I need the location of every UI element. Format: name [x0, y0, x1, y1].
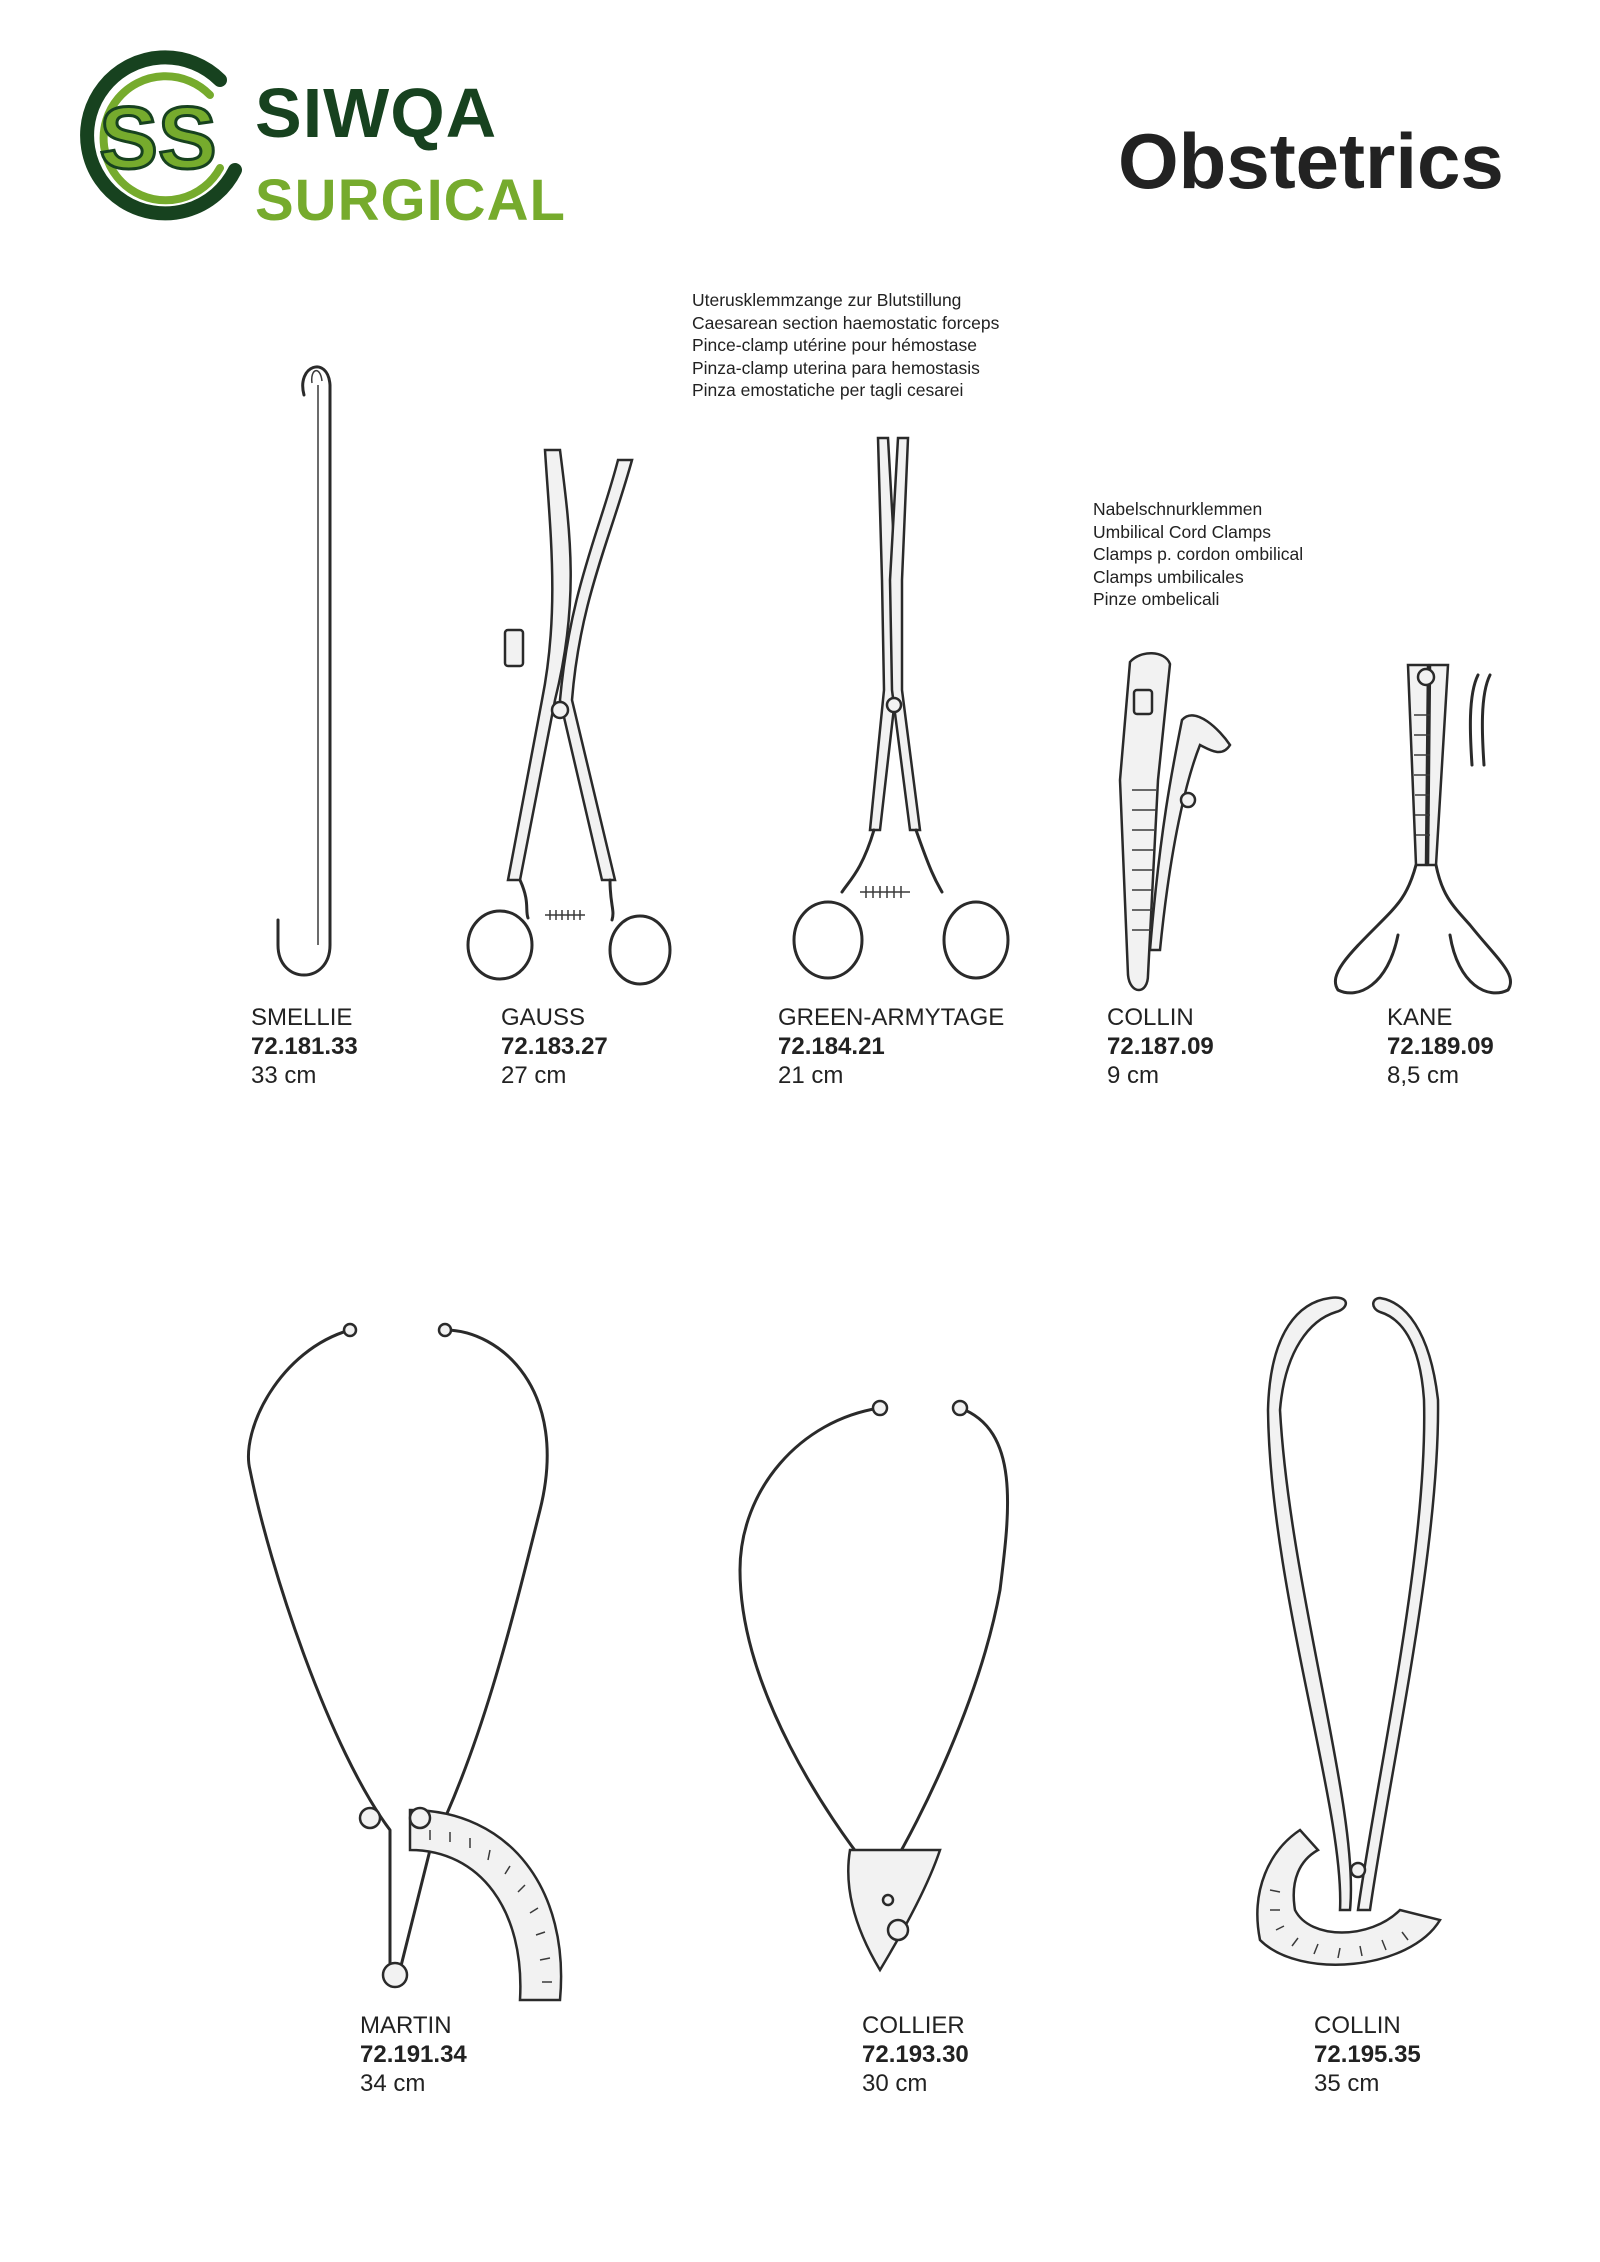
- logo-monogram: SS: [99, 88, 217, 187]
- product-size: 35 cm: [1314, 2070, 1380, 2097]
- brand-subname: SURGICAL: [255, 168, 566, 233]
- product-code: 72.183.27: [501, 1033, 608, 1060]
- product-code: 72.193.30: [862, 2041, 969, 2068]
- product-size: 30 cm: [862, 2070, 928, 2097]
- product-size: 27 cm: [501, 1062, 567, 1089]
- smellie-hook-icon: [258, 345, 358, 985]
- collin-cord-clamp-icon: [1110, 650, 1260, 1000]
- brand-name: SIWQA: [255, 74, 498, 152]
- product-code: 72.187.09: [1107, 1033, 1214, 1060]
- product-label-collin-pelvimeter: [1314, 2011, 1421, 2098]
- product-size: 34 cm: [360, 2070, 426, 2097]
- description-line: Pinza-clamp uterina para hemostasis: [692, 357, 980, 378]
- page-title: Obstetrics: [1118, 117, 1504, 205]
- description-line: Nabelschnurklemmen: [1093, 499, 1263, 519]
- product-label-kane: [1387, 1003, 1494, 1090]
- collin-pelvimeter-icon: [1240, 1290, 1480, 1990]
- product-size: 8,5 cm: [1387, 1062, 1460, 1089]
- kane-cord-clamp-icon: [1318, 655, 1558, 995]
- green-armytage-forceps-icon: [770, 430, 1020, 1000]
- product-size: 21 cm: [778, 1062, 844, 1089]
- description-line: Clamps umbilicales: [1093, 566, 1244, 587]
- product-code: 72.191.34: [360, 2041, 467, 2068]
- product-name: MARTIN: [360, 2012, 452, 2039]
- martin-pelvimeter-icon: [240, 1310, 580, 2010]
- product-code: 72.184.21: [778, 1033, 885, 1060]
- caesarean-forceps-description: [692, 289, 999, 402]
- gauss-forceps-icon: [460, 440, 680, 1000]
- product-name: COLLIN: [1107, 1004, 1194, 1031]
- product-label-gauss: [501, 1003, 608, 1090]
- product-label-collin-clamp: [1107, 1003, 1214, 1090]
- product-size: 33 cm: [251, 1062, 317, 1089]
- product-code: 72.195.35: [1314, 2041, 1421, 2068]
- product-label-martin: [360, 2011, 467, 2098]
- product-label-smellie: [251, 1003, 358, 1090]
- product-name: COLLIN: [1314, 2012, 1401, 2039]
- description-line: Caesarean section haemostatic forceps: [692, 312, 1000, 333]
- description-line: Pinza emostatiche per tagli cesarei: [692, 380, 964, 400]
- description-line: Umbilical Cord Clamps: [1093, 521, 1271, 542]
- description-line: Pinze ombelicali: [1093, 589, 1220, 609]
- collier-pelvimeter-icon: [720, 1390, 1020, 1990]
- product-label-green-armytage: [778, 1003, 1004, 1090]
- product-name: KANE: [1387, 1004, 1453, 1031]
- description-line: Clamps p. cordon ombilical: [1093, 544, 1304, 564]
- cord-clamps-description: [1093, 498, 1303, 611]
- product-label-collier: [862, 2011, 969, 2098]
- product-name: GREEN-ARMYTAGE: [778, 1004, 1005, 1031]
- product-name: GAUSS: [501, 1004, 586, 1031]
- logo-emblem-icon: [70, 50, 250, 230]
- product-code: 72.189.09: [1387, 1033, 1494, 1060]
- product-name: COLLIER: [862, 2012, 965, 2039]
- description-line: Uterusklemmzange zur Blutstillung: [692, 290, 962, 310]
- description-line: Pince-clamp utérine pour hémostase: [692, 335, 978, 355]
- product-size: 9 cm: [1107, 1062, 1160, 1089]
- product-code: 72.181.33: [251, 1033, 358, 1060]
- product-name: SMELLIE: [251, 1004, 353, 1031]
